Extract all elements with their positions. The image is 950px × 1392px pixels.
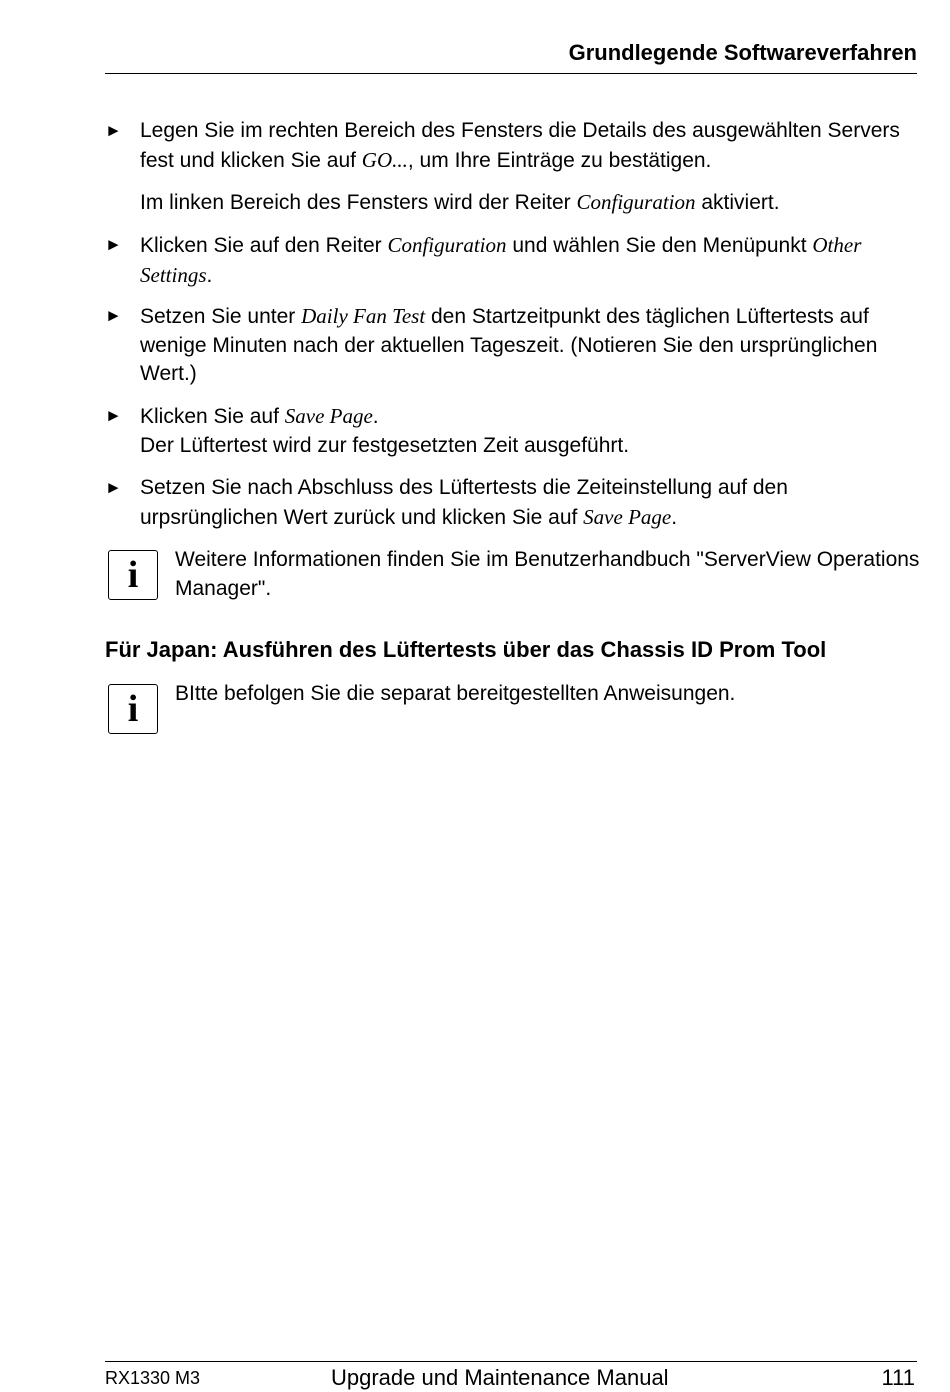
step-3-text: Setzen Sie unter Daily Fan Test den Startzeitpunkt des täglichen Lüftertests auf wenige Minuten nach der aktuellen Tageszeit. (Notieren Sie den ursprünglichen Wert.) <box>140 304 878 385</box>
header-rule <box>105 73 917 74</box>
info-note-1 <box>108 546 920 603</box>
section-heading-japan: Für Japan: Ausführen des Lüftertests über das Chassis ID Prom Tool <box>105 637 827 662</box>
bullet-arrow-icon: ► <box>105 406 122 425</box>
step-1-text: Legen Sie im rechten Bereich des Fensters die Details des ausgewählten Servers fest und klicken Sie auf GO..., um Ihre Einträge zu bestätigen. <box>140 119 900 172</box>
paragraph-configuration: Im linken Bereich des Fensters wird der Reiter Configuration aktiviert. <box>140 190 780 214</box>
step-3 <box>105 302 917 389</box>
footer-model: RX1330 M3 <box>105 1368 201 1388</box>
step-2 <box>105 231 917 290</box>
step-2-text: Klicken Sie auf den Reiter Configuration und wählen Sie den Menüpunkt Other Settings. <box>140 233 862 287</box>
step-5-text: Setzen Sie nach Abschluss des Lüftertests die Zeiteinstellung auf den urpsrünglichen Wert zurück und klicken Sie auf Save Page. <box>140 476 788 529</box>
bullet-arrow-icon: ► <box>105 121 122 140</box>
info-icon: i <box>108 550 158 600</box>
footer-rule <box>105 1361 917 1362</box>
bullet-arrow-icon: ► <box>105 478 122 497</box>
step-5 <box>105 474 917 532</box>
info-note-1-text: Weitere Informationen finden Sie im Benutzerhandbuch "ServerView Operations Manager". <box>175 548 920 600</box>
page-number: 111 <box>881 1365 915 1390</box>
info-note-2-text: BItte befolgen Sie die separat bereitgestellten Anweisungen. <box>175 682 736 705</box>
footer-manual-title: Upgrade und Maintenance Manual <box>331 1365 669 1390</box>
bullet-arrow-icon: ► <box>105 306 122 325</box>
step-1 <box>105 117 917 175</box>
info-note-2 <box>108 680 920 730</box>
step-4 <box>105 402 917 460</box>
step-4-text: Klicken Sie auf Save Page. Der Lüftertest wird zur festgesetzten Zeit ausgeführt. <box>140 404 630 457</box>
info-icon: i <box>108 684 158 734</box>
bullet-arrow-icon: ► <box>105 235 122 254</box>
running-header: Grundlegende Softwareverfahren <box>568 40 917 65</box>
